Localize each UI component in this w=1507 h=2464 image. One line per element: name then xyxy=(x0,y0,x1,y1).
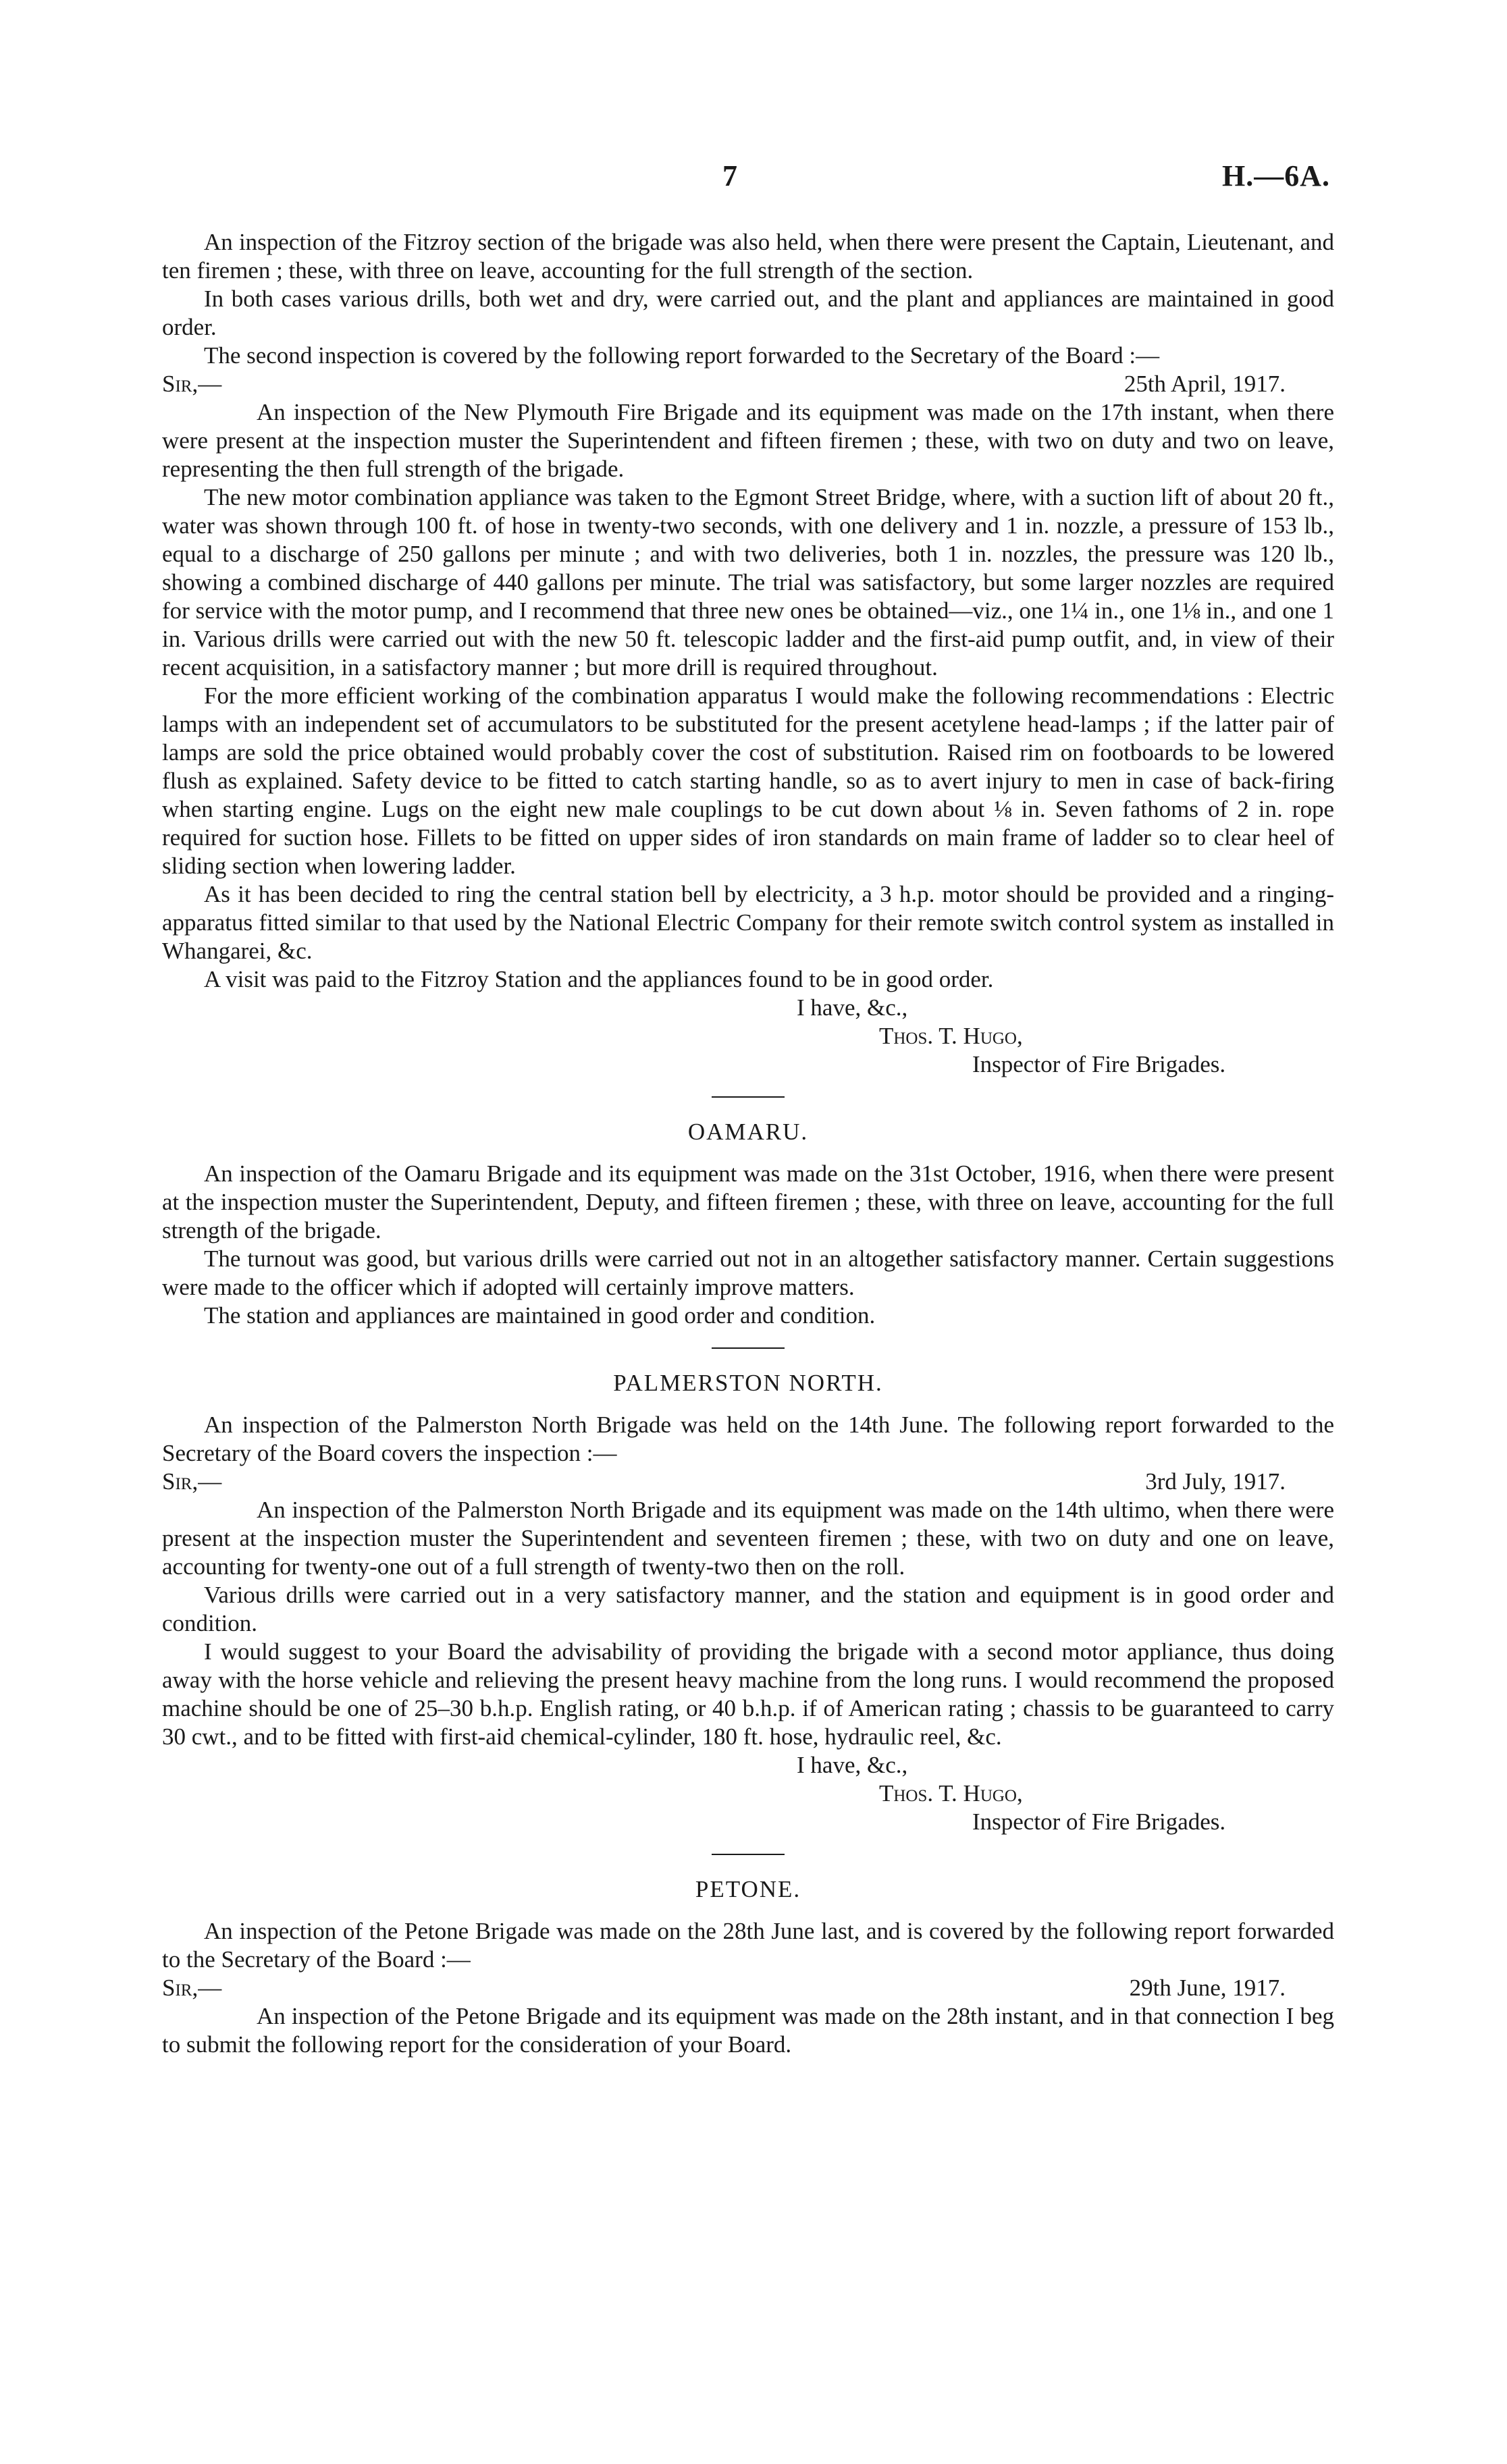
letter-dateline xyxy=(162,1468,1334,1496)
salutation: Sir,— xyxy=(162,1468,222,1495)
paragraph: I would suggest to your Board the advisability of providing the brigade with a second motor appliance, thus doing away with the horse vehicle and relieving the present heavy machine from the long runs. I would recommend the proposed machine should be one of 25–30 b.h.p. English rating, or 40 b.h.p. if of American rating ; chassis to be guaranteed to carry 30 cwt., and to be fitted with first-aid chemical-cylinder, 180 ft. hose, hydraulic reel, &c. xyxy=(162,1638,1334,1750)
letter-dateline xyxy=(162,370,1334,398)
closing: I have, &c., xyxy=(797,1752,908,1778)
signatory-title: Inspector of Fire Brigades. xyxy=(972,1809,1226,1835)
paragraph: As it has been decided to ring the central station bell by electricity, a 3 h.p. motor should be provided and a ringing-apparatus fitted similar to that used by the National Electric Company for their remote switch control system as installed in Whangarei, &c. xyxy=(162,881,1334,964)
page-number: 7 xyxy=(722,159,737,192)
document-body xyxy=(162,228,1334,2059)
section-heading: OAMARU. xyxy=(687,1119,809,1145)
paragraph: The station and appliances are maintained in good order and condition. xyxy=(204,1302,876,1329)
paragraph: An inspection of the Petone Brigade was made on the 28th June last, and is covered by the following report forwarded to the Secretary of the Board :— xyxy=(162,1918,1334,1973)
paragraph: An inspection of the Petone Brigade and its equipment was made on the 28th instant, and in that connection I beg to submit the following report for the consideration of your Board. xyxy=(162,2003,1334,2058)
paragraph: Various drills were carried out in a very satisfactory manner, and the station and equipment is in good order and condition. xyxy=(162,1582,1334,1636)
section-divider xyxy=(712,1096,785,1098)
salutation: Sir,— xyxy=(162,371,222,397)
paragraph: An inspection of the Palmerston North Brigade and its equipment was made on the 14th ultimo, when there were present at the inspection muster the Superintendent and seventeen firemen ; these, with two on duty and one on leave, accounting for twenty-one out of a full strength of twenty-two then on the roll. xyxy=(162,1497,1334,1580)
signature: Thos. T. Hugo, xyxy=(879,1023,1023,1049)
paragraph: An inspection of the Oamaru Brigade and its equipment was made on the 31st October, 1916, when there were present at the inspection muster the Superintendent, Deputy, and fifteen firemen ; these, with three on leave, accounting for the full strength of the brigade. xyxy=(162,1160,1334,1243)
paragraph: The turnout was good, but various drills were carried out not in an altogether satisfactory manner. Certain suggestions were made to the officer which if adopted will certainly improve matters. xyxy=(162,1246,1334,1300)
section-divider xyxy=(712,1854,785,1855)
letter-date: 29th June, 1917. xyxy=(1129,1975,1286,2001)
closing: I have, &c., xyxy=(797,994,908,1021)
letter-dateline xyxy=(162,1974,1334,2002)
section-heading: PETONE. xyxy=(695,1876,801,1902)
signature: Thos. T. Hugo, xyxy=(879,1780,1023,1806)
letter-date: 3rd July, 1917. xyxy=(1145,1468,1286,1495)
document-reference: H.—6A. xyxy=(1222,159,1330,192)
paragraph: For the more efficient working of the combination apparatus I would make the following recommendations : Electric lamps with an independent set of accumulators to be substituted for the present acetylene head-lamps ; if the latter pair of lamps are sold the price obtained would probably cover the cost of substitution. Raised rim on footboards to be lowered flush as explained. Safety device to be fitted to catch starting handle, so as to avert injury to men in case of back-firing when starting engine. Lugs on the eight new male couplings to be cut down about ⅛ in. Seven fathoms of 2 in. rope required for suction hose. Fillets to be fitted on upper sides of iron standards on main frame of ladder so to clear heel of sliding section when lowering ladder. xyxy=(162,682,1334,879)
paragraph: A visit was paid to the Fitzroy Station and the appliances found to be in good order. xyxy=(204,966,994,992)
paragraph: An inspection of the Palmerston North Brigade was held on the 14th June. The following report forwarded to the Secretary of the Board covers the inspection :— xyxy=(162,1412,1334,1466)
paragraph: In both cases various drills, both wet and dry, were carried out, and the plant and appliances are maintained in good order. xyxy=(162,286,1334,340)
section-divider xyxy=(712,1347,785,1349)
page-header xyxy=(0,159,1507,196)
section-heading: PALMERSTON NORTH. xyxy=(613,1370,883,1396)
paragraph: The second inspection is covered by the following report forwarded to the Secretary of the Board :— xyxy=(204,342,1160,369)
signatory-title: Inspector of Fire Brigades. xyxy=(972,1051,1226,1077)
letter-date: 25th April, 1917. xyxy=(1123,371,1286,397)
paragraph: An inspection of the New Plymouth Fire Brigade and its equipment was made on the 17th instant, when there were present at the inspection muster the Superintendent and fifteen firemen ; these, with two on duty and two on leave, representing the then full strength of the brigade. xyxy=(162,399,1334,482)
paragraph: An inspection of the Fitzroy section of the brigade was also held, when there were present the Captain, Lieutenant, and ten firemen ; these, with three on leave, accounting for the full strength of the section. xyxy=(162,229,1334,284)
paragraph: The new motor combination appliance was taken to the Egmont Street Bridge, where, with a suction lift of about 20 ft., water was shown through 100 ft. of hose in twenty-two seconds, with one delivery and 1 in. nozzle, a pressure of 153 lb., equal to a discharge of 250 gallons per minute ; and with two deliveries, both 1 in. nozzles, the pressure was 120 lb., showing a combined discharge of 440 gallons per minute. The trial was satisfactory, but some larger nozzles are required for service with the motor pump, and I recommend that three new ones be obtained—viz., one 1¼ in., one 1⅛ in., and one 1 in. Various drills were carried out with the new 50 ft. telescopic ladder and the first-aid pump outfit, and, in view of their recent acquisition, in a satisfactory manner ; but more drill is required throughout. xyxy=(162,484,1334,680)
salutation: Sir,— xyxy=(162,1975,222,2001)
